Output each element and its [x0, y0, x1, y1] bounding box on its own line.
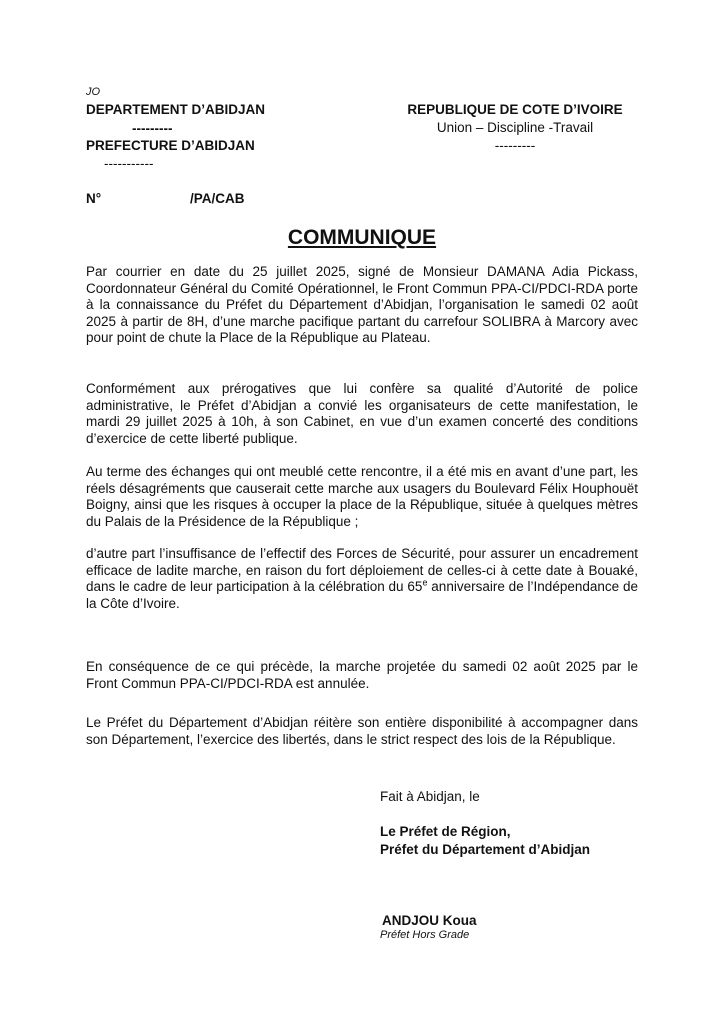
department-heading: DEPARTEMENT D’ABIDJAN	[86, 102, 266, 117]
ordinal-superscript: e	[422, 577, 428, 588]
paragraph-5: En conséquence de ce qui précède, la marche projetée du samedi 02 août 2025 par le Front Commun PPA-CI/PDCI-RDA est annulée.	[86, 659, 638, 691]
reference-initials: JO	[86, 86, 101, 98]
paragraph-2: Conformément aux prérogatives que lui confère sa qualité d’Autorité de police administrative, le Préfet d’Abidjan a convié les organisateurs de cette manifestation, le mardi 29 juillet 2025 à 10h, à son Cabinet, en vue d’un examen concerté des conditions d’exercice de cette liberté publique.	[86, 381, 638, 446]
signatory-role-1: Le Préfet de Région,	[380, 824, 511, 839]
reference-code: /PA/CAB	[190, 191, 245, 206]
paragraph-4-main: d’autre part l’insuffisance de l’effectif des Forces de Sécurité, pour assurer un encadrement efficace de ladite marche, en raison du fort déploiement de celles-ci à cette date à Bouaké, dans le cadre de leur participation à la célébration du 65	[86, 546, 638, 594]
national-motto: Union – Discipline -Travail	[436, 120, 594, 135]
signatory-name: ANDJOU Koua	[382, 913, 477, 928]
reference-number-label: N°	[86, 191, 102, 206]
separator-left-2: -----------	[104, 156, 154, 171]
paragraph-1: Par courrier en date du 25 juillet 2025, signé de Monsieur DAMANA Adia Pickass, Coordonnateur Général du Comité Opérationnel, le Front Commun PPA-CI/PDCI-RDA porte à la connaissance du Préfet du Département d’Abidjan, l’organisation le samedi 02 août 2025 à partir de 8H, d’une marche pacifique partant du carrefour SOLIBRA à Marcory avec pour point de chute la Place de la République au Plateau.	[86, 264, 638, 345]
signatory-grade: Préfet Hors Grade	[380, 929, 470, 941]
republic-heading: REPUBLIQUE DE COTE D’IVOIRE	[407, 102, 623, 117]
separator-left-1: ---------	[132, 121, 173, 136]
place-date-line: Fait à Abidjan, le	[380, 789, 480, 804]
paragraph-4-end: anniversaire de l’Indépendance de la Côte d’Ivoire.	[86, 579, 638, 611]
paragraph-4	[86, 546, 638, 612]
paragraph-6: Le Préfet du Département d’Abidjan réitère son entière disponibilité à accompagner dans son Département, l’exercice des libertés, dans le strict respect des lois de la République.	[86, 715, 638, 747]
paragraph-3: Au terme des échanges qui ont meublé cette rencontre, il a été mis en avant d’une part, les réels désagréments que causerait cette marche aux usagers du Boulevard Félix Houphouët Boigny, ainsi que les risques à occuper la place de la République, située à quelques mètres du Palais de la Présidence de la République ;	[86, 464, 638, 529]
separator-right: ---------	[494, 138, 536, 153]
signatory-role-2: Préfet du Département d’Abidjan	[380, 842, 591, 857]
document-title: COMMUNIQUE	[287, 226, 437, 249]
prefecture-heading: PREFECTURE D’ABIDJAN	[86, 138, 255, 153]
